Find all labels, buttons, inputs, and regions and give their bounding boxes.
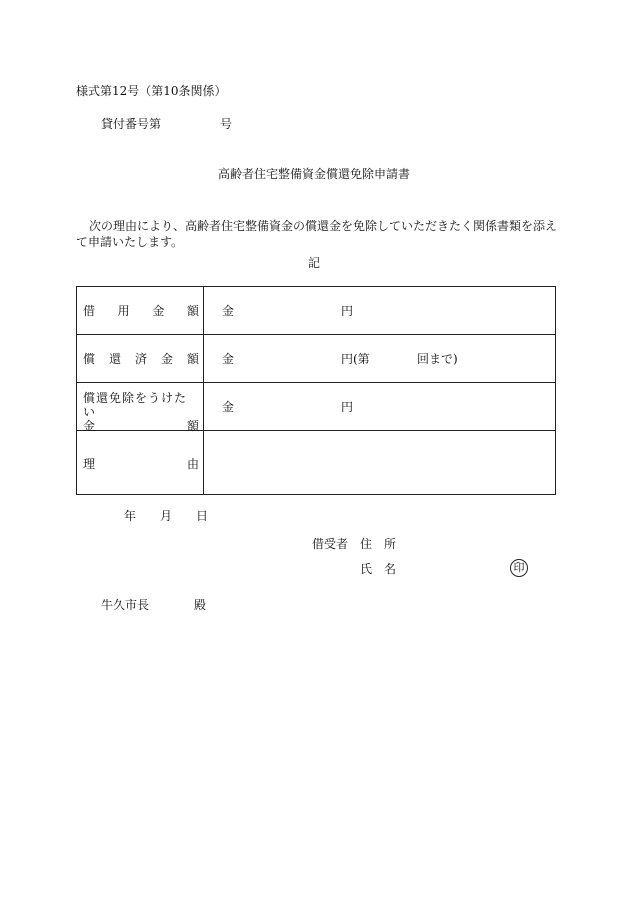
application-table <box>76 286 556 495</box>
row-reason <box>77 431 555 494</box>
dono-label: 殿 <box>194 598 207 612</box>
loan-number-suffix: 号 <box>220 117 233 131</box>
label-loan-amount: 借 用 金 額 <box>83 304 199 318</box>
yen-label: 円(第 <box>341 352 370 366</box>
label-reason: 理 由 <box>83 457 199 471</box>
address-label: 住 所 <box>360 537 397 551</box>
row-exemption-amount <box>77 383 555 431</box>
intro-line-2: て申請いたします。 <box>76 235 184 249</box>
installment-label: 回まで) <box>417 352 458 366</box>
seal-mark: 印 <box>510 559 528 577</box>
row-repaid-amount <box>77 335 555 383</box>
kin-label: 金 <box>222 352 235 366</box>
intro-line-1: 次の理由により、高齢者住宅整備資金の償還金を免除していただきたく関係書類を添え <box>89 219 558 233</box>
loan-number-prefix: 貸付番号第 <box>101 117 162 131</box>
ki-heading: 記 <box>308 256 321 270</box>
date-month: 月 <box>160 509 173 523</box>
date-day: 日 <box>196 509 209 523</box>
kin-label: 金 <box>222 400 235 414</box>
name-label: 氏 名 <box>360 562 397 576</box>
date-year: 年 <box>124 509 137 523</box>
label-exemption-amount: 償還免除をうけたい 金 額 <box>83 391 199 433</box>
yen-label: 円 <box>341 400 354 414</box>
row-loan-amount <box>77 287 555 335</box>
label-repaid-amount: 償 還 済 金 額 <box>83 352 199 366</box>
borrower-title: 借受者 <box>312 537 349 551</box>
mayor-label: 牛久市長 <box>101 598 150 612</box>
yen-label: 円 <box>341 304 354 318</box>
kin-label: 金 <box>222 304 235 318</box>
document-title: 高齢者住宅整備資金償還免除申請書 <box>218 167 411 181</box>
form-number: 様式第12号（第10条関係） <box>76 84 227 98</box>
